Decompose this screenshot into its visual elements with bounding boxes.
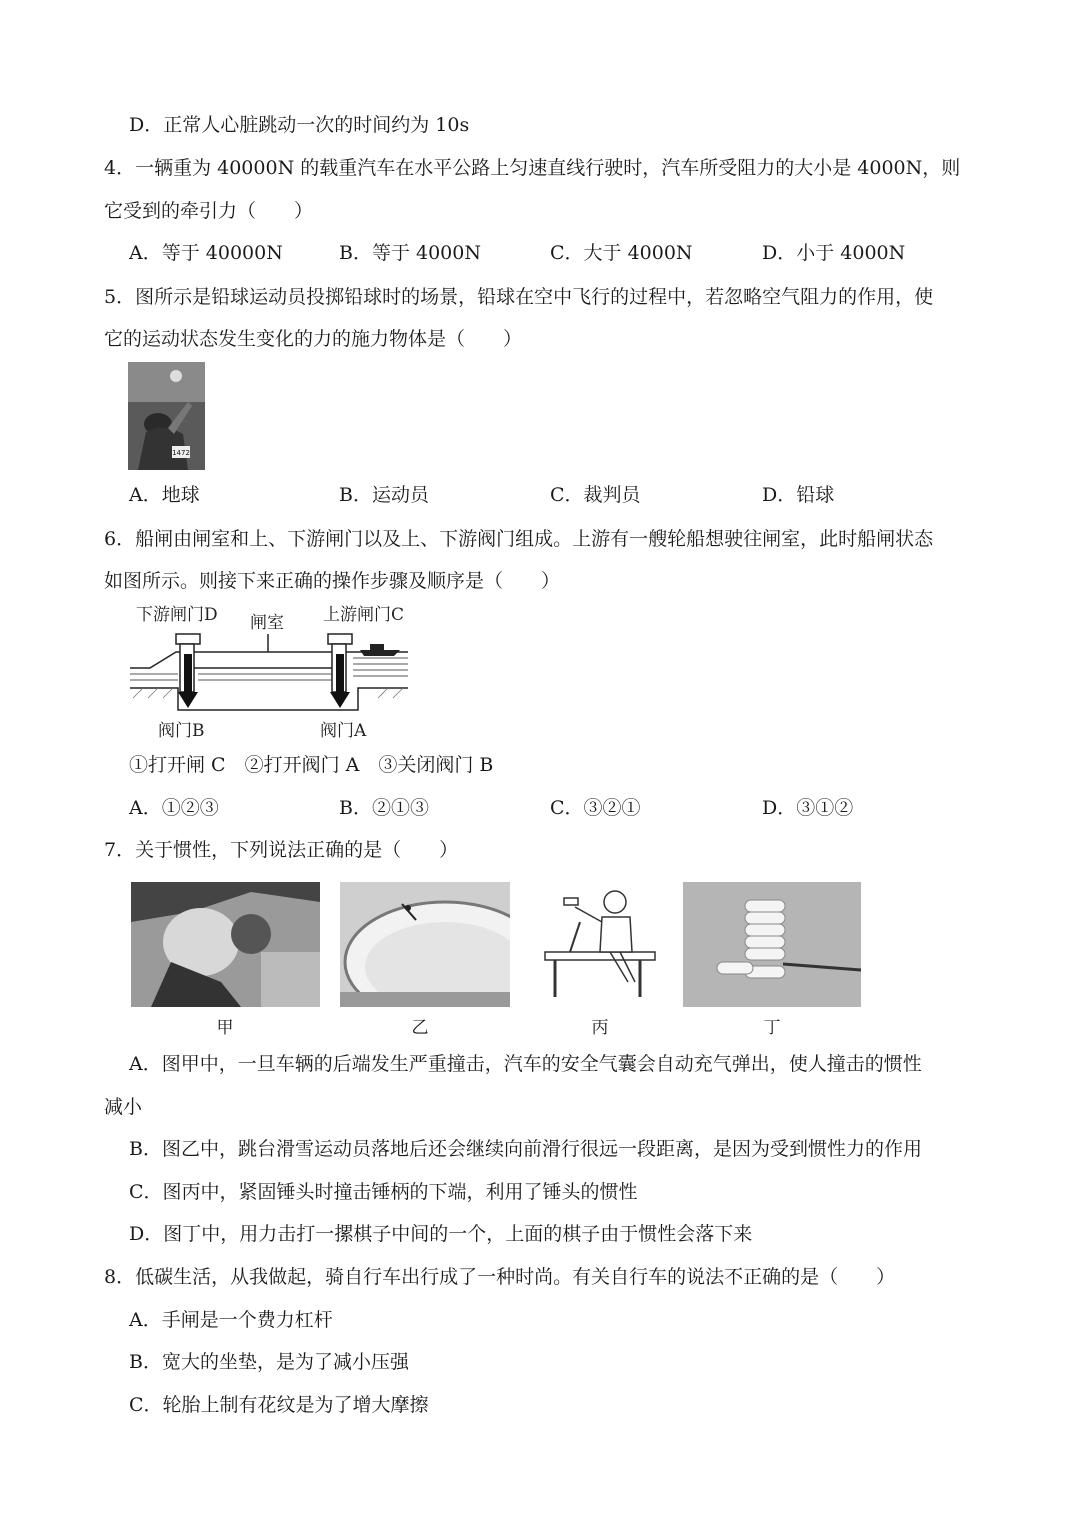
q5-option-b: B．运动员 [339, 484, 429, 506]
label-valve-a: 阀门A [320, 721, 367, 740]
q6-stem-line1: 6．船闸由闸室和上、下游闸门以及上、下游阀门组成。上游有一艘轮船想驶往闸室，此时船闸状态 [104, 528, 934, 550]
q5-stem-line1: 5．图所示是铅球运动员投掷铅球时的场景，铅球在空中飞行的过程中，若忽略空气阻力的作用，使 [104, 286, 934, 308]
caption-yi: 乙 [411, 1018, 429, 1038]
label-chamber: 闸室 [250, 613, 284, 633]
q4-stem-line1: 4．一辆重为 40000N 的载重汽车在水平公路上匀速直线行驶时，汽车所受阻力的大小是 4000N，则 [104, 157, 961, 179]
q4-option-c: C．大于 4000N [550, 242, 693, 264]
ship-lock-diagram [128, 600, 418, 740]
caption-ding: 丁 [763, 1018, 781, 1038]
q6-option-b: B．②①③ [339, 797, 429, 819]
q6-option-d: D．③①② [762, 797, 854, 819]
q6-option-c: C．③②① [550, 797, 641, 819]
q7-option-c: C．图丙中，紧固锤头时撞击锤柄的下端，利用了锤头的惯性 [129, 1181, 638, 1203]
shot-put-photo [128, 362, 205, 470]
q4-option-d: D．小于 4000N [762, 242, 906, 264]
label-valve-b: 阀门B [158, 721, 205, 740]
q8-stem: 8．低碳生活，从我做起，骑自行车出行成了一种时尚。有关自行车的说法不正确的是（ ） [104, 1266, 896, 1288]
q6-steps: ①打开闸 C ②打开阀门 A ③关闭阀门 B [129, 754, 494, 776]
checkers-stack-photo [683, 882, 861, 1007]
q5-option-a: A．地球 [129, 484, 200, 506]
q7-option-a-line2: 减小 [104, 1096, 143, 1118]
q4-option-a: A．等于 40000N [129, 242, 283, 264]
q7-option-b: B．图乙中，跳台滑雪运动员落地后还会继续向前滑行很远一段距离，是因为受到惯性力的作用 [129, 1138, 922, 1160]
q7-option-a-line1: A．图甲中，一旦车辆的后端发生严重撞击，汽车的安全气囊会自动充气弹出，使人撞击的惯性 [129, 1053, 922, 1075]
label-up-gate: 上游闸门C [323, 605, 405, 625]
q6-option-a: A．①②③ [129, 797, 219, 819]
label-down-gate: 下游闸门D [136, 605, 218, 625]
q7-option-d: D．图丁中，用力击打一摞棋子中间的一个，上面的棋子由于惯性会落下来 [129, 1223, 753, 1245]
q4-option-b: B．等于 4000N [339, 242, 481, 264]
q5-option-c: C．裁判员 [550, 484, 641, 506]
bib-number: 1472 [172, 449, 190, 457]
q3-option-d: D．正常人心脏跳动一次的时间约为 10s [129, 114, 470, 136]
ski-jump-photo [340, 882, 510, 1007]
q5-option-d: D．铅球 [762, 484, 835, 506]
q8-option-c: C．轮胎上制有花纹是为了增大摩擦 [129, 1394, 429, 1416]
hammer-cartoon [540, 882, 660, 1007]
q4-stem-line2: 它受到的牵引力（ ） [104, 200, 314, 222]
q7-stem: 7．关于惯性，下列说法正确的是（ ） [104, 839, 459, 861]
airbag-photo [131, 882, 320, 1007]
q5-stem-line2: 它的运动状态发生变化的力的施力物体是（ ） [104, 328, 523, 350]
q8-option-a: A．手闸是一个费力杠杆 [129, 1309, 333, 1331]
caption-jia: 甲 [216, 1018, 234, 1038]
caption-bing: 丙 [591, 1018, 609, 1038]
q6-stem-line2: 如图所示。则接下来正确的操作步骤及顺序是（ ） [104, 570, 561, 592]
q8-option-b: B．宽大的坐垫，是为了减小压强 [129, 1351, 409, 1373]
